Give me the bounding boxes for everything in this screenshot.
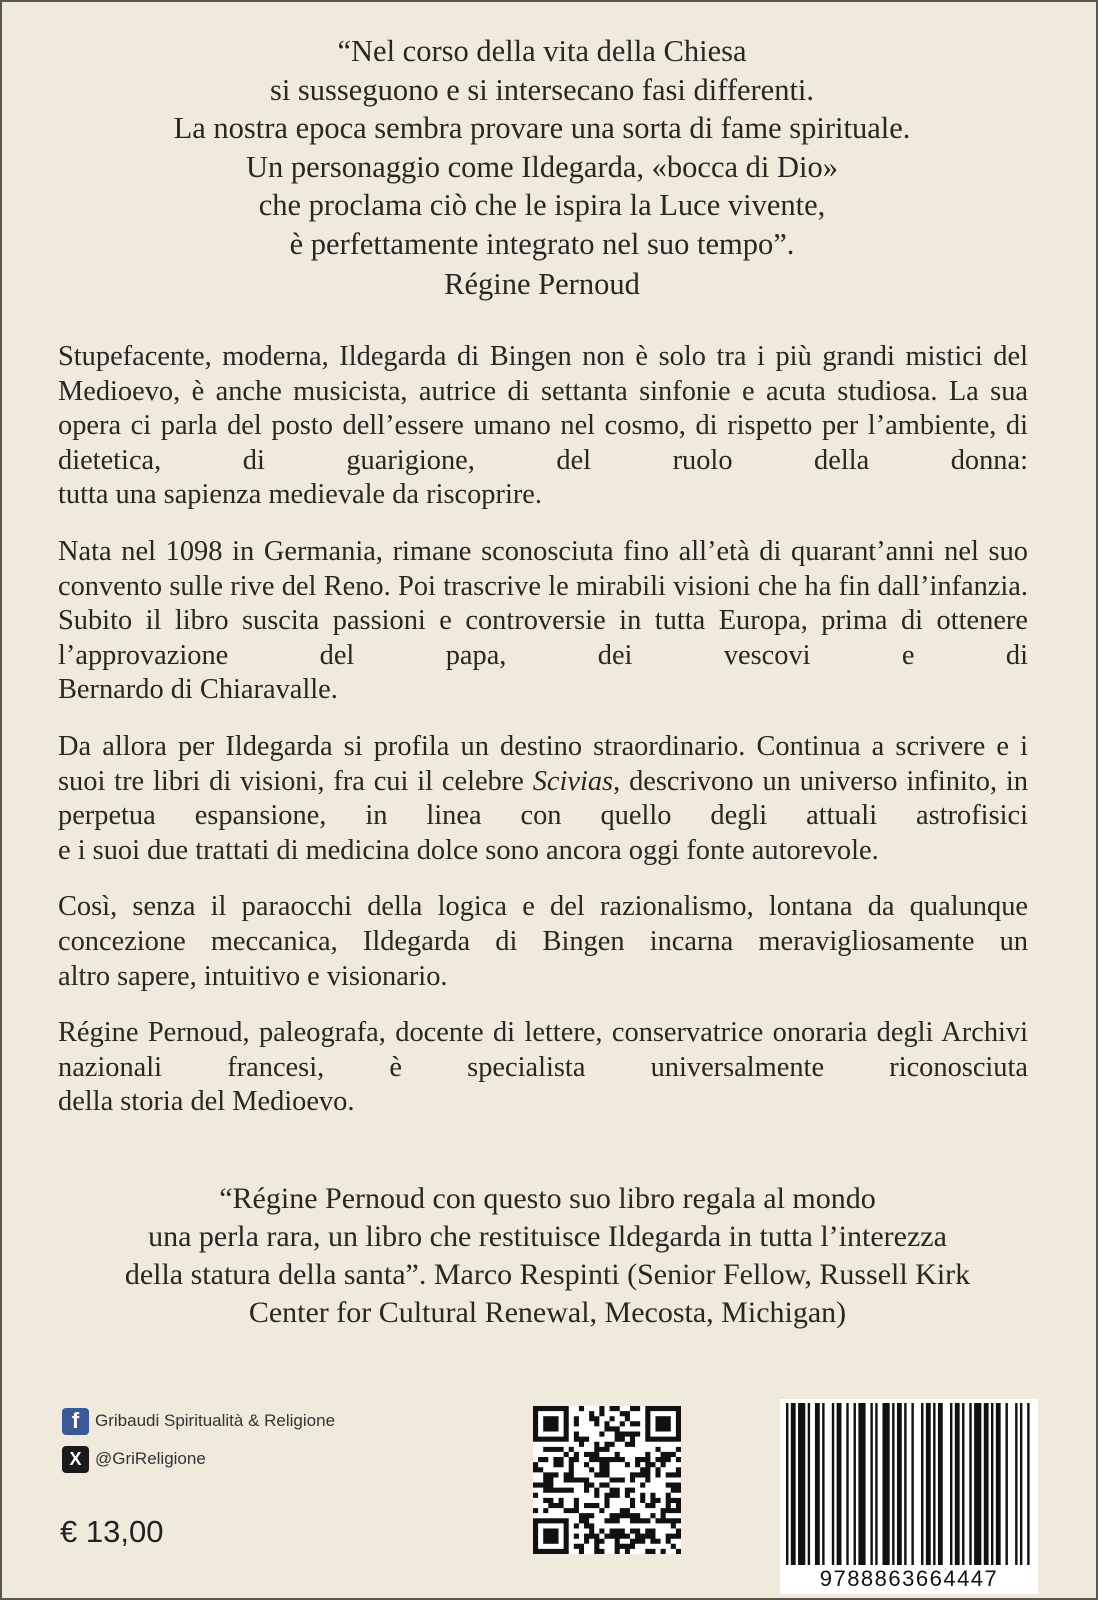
barcode-bar [969,1403,971,1565]
paragraph-3 [58,730,1028,868]
paragraph-line: infinito, in perpetua espansione, in linea con quello degli attuali astrofisici [58,765,1029,832]
barcode-bar [897,1403,902,1565]
barcode-bar [911,1403,913,1565]
barcode-bar [791,1403,796,1565]
barcode-bar [858,1403,865,1565]
barcode-bar [991,1403,993,1565]
facebook-label: Gribaudi Spiritualità & Religione [95,1411,336,1430]
paragraph-line: Stupefacente, moderna, Ildegarda di Bingen non è solo tra i più grandi [58,341,895,372]
paragraph-line: studiosa. La sua opera ci parla del posto dell’essere umano nel cosmo, di [58,375,1028,442]
barcode-bar [1020,1403,1022,1565]
barcode-bar [892,1403,894,1565]
barcode-bar [808,1403,810,1565]
paragraph-line: , descrivono un universo [613,765,898,797]
barcode-bar [846,1403,848,1565]
paragraph-line: Régine Pernoud, paleografa, docente di lettere, conservatrice onoraria [58,1017,868,1049]
barcode-bar [974,1403,981,1565]
paragraph-1 [58,340,1028,513]
qr-finder [533,1406,569,1442]
barcode-bar [933,1403,935,1565]
x-label: @GriReligione [95,1449,206,1468]
paragraph-line: Così, senza il paraocchi della logica e del razionalismo, lontana da qualunque [58,891,1028,923]
barcode-digits: 9788863664447 [819,1566,999,1591]
paragraph-2 [58,535,1028,708]
qr-finder [645,1406,681,1442]
paragraph-line: concezione meccanica, Ildegarda di Bingen incarna meravigliosamente un [58,925,1028,957]
paragraph-line: Nata nel 1098 in Germania, rimane sconosciuta fino all’età di quarant’anni [58,535,935,567]
paragraph-line: Da allora per Ildegarda si profila un destino straordinario. Continua a scrivere [58,730,986,762]
quote-line: della statura della santa”. Marco Respinti (Senior Fellow, Russell Kirk [124,1258,971,1291]
paragraph-line: Bernardo di Chiaravalle. [58,674,338,706]
barcode-bar [926,1403,931,1565]
closing-quote [50,1180,1045,1332]
barcode-bar [798,1403,805,1565]
book-description [58,340,1028,1142]
paragraph-4 [58,890,1028,994]
barcode-bar [921,1403,923,1565]
paragraph-line: e i suoi due trattati di medicina dolce sono ancora oggi fonte autorevole. [58,834,879,866]
barcode-bars [780,1399,1038,1569]
facebook-link [62,1406,335,1436]
barcode-bar [854,1403,856,1565]
facebook-icon: f [62,1408,89,1435]
paragraph-5 [58,1016,1028,1120]
paragraph-line: tutta una sapienza medievale da riscoprire. [58,479,542,511]
barcode-bar [822,1403,824,1565]
qr-code [533,1406,681,1554]
x-link [62,1444,335,1474]
paragraph-line: degli Archivi nazionali francesi, è specialista universalmente riconosciuta [58,1017,1028,1083]
x-icon: X [62,1446,89,1473]
barcode-bar [870,1403,872,1565]
paragraph-line: mistici del Medioevo, è anche musicista, autrice di settanta sinfonie e acuta [58,341,1028,407]
quote-line: si susseguono e si intersecano fasi differenti. [269,72,815,107]
barcode-bar [1005,1403,1007,1565]
qr-code-graphic [533,1406,681,1554]
quote-line: Un personaggio come Ildegarda, «bocca di Dio» [245,149,838,184]
barcode-bar [996,1403,1001,1565]
barcode-bar [837,1403,842,1565]
barcode-bar [786,1403,788,1565]
paragraph-line: nel suo convento sulle rive del Reno. Poi trascrive le mirabili visioni [58,535,1028,602]
social-links [62,1406,335,1482]
barcode-bar [904,1403,906,1565]
paragraph-line: rispetto per l’ambiente, di dietetica, di guarigione, del ruolo della donna: [58,410,1028,476]
barcode-bar [950,1403,952,1565]
barcode-bar [1027,1403,1029,1565]
barcode-bar [882,1403,889,1565]
barcode-bar [832,1403,834,1565]
quote-line: che proclama ciò che le ispira la Luce vivente, [258,188,826,222]
qr-finder [533,1518,569,1554]
quote-author: Régine Pernoud [444,267,640,301]
quote-line: è perfettamente integrato nel suo tempo”. [289,226,795,261]
barcode-bar [938,1403,943,1565]
barcode-bar [1015,1403,1017,1565]
quote-line: Center for Cultural Renewal, Mecosta, Michigan) [248,1296,847,1329]
paragraph-line: altro sapere, intuitivo e visionario. [58,960,448,992]
paragraph-line: della storia del Medioevo. [58,1086,355,1118]
barcode-bar [815,1403,820,1565]
paragraph-line: tutta Europa, prima di ottenere l’approvazione del papa, dei vescovi e di [58,605,1028,671]
barcode-bar [984,1403,989,1565]
opening-quote [62,32,1022,304]
quote-line: La nostra epoca sembra provare una sorta di fame spirituale. [173,111,911,145]
barcode-bar [875,1403,877,1565]
book-title-scivias: Scivias [532,765,614,797]
barcode-bar [962,1403,964,1565]
paragraph-line: che ha fin dall’infanzia. Subito il libro suscita passioni e controversie in [58,570,1028,637]
price: € 13,00 [60,1514,164,1549]
barcode-bar [955,1403,960,1565]
quote-line: “Nel corso della vita della Chiesa [337,34,747,68]
barcode [780,1399,1038,1594]
quote-line: “Régine Pernoud con questo suo libro regala al mondo [219,1182,876,1215]
quote-line: una perla rara, un libro che restituisce Ildegarda in tutta l’interezza [148,1220,947,1253]
paragraph-line: e i suoi tre libri di visioni, fra cui il celebre [58,730,1028,797]
